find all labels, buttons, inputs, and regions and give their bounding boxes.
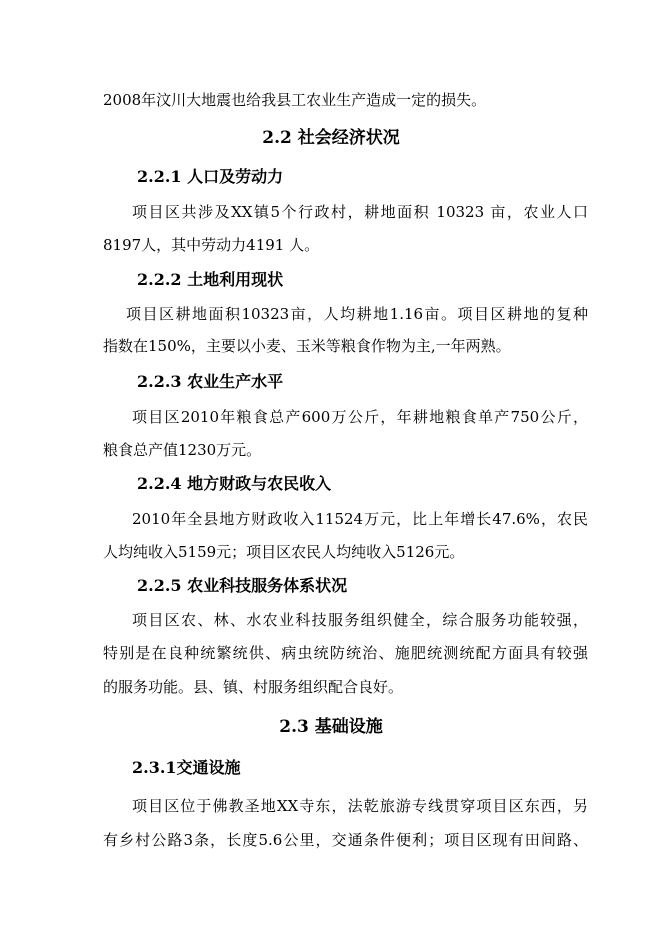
para-2-2-1-line-2: 8197人，其中劳动力4191 人。 bbox=[103, 236, 320, 254]
intro-line-1: 2008年汶川大地震也给我县工农业生产造成一定的损失。 bbox=[103, 91, 487, 109]
subsection-heading-2-2-5: 2.2.5 农业科技服务体系状况 bbox=[137, 576, 348, 595]
para-2-2-5-line-1: 项目区农、林、水农业科技服务组织健全，综合服务功能较强， bbox=[132, 611, 588, 629]
subsection-heading-2-2-1: 2.2.1 人口及劳动力 bbox=[137, 167, 284, 186]
para-2-2-5-line-2: 特别是在良种统繁统供、病虫统防统治、施肥统测统配方面具有较强 bbox=[103, 644, 588, 662]
para-2-2-4-line-2: 人均纯收入5159元；项目区农民人均纯收入5126元。 bbox=[103, 543, 465, 561]
para-2-2-2-line-2: 指数在150%，主要以小麦、玉米等粮食作物为主,一年两熟。 bbox=[103, 337, 511, 355]
para-2-3-1-line-1: 项目区位于佛教圣地XX寺东，法乾旅游专线贯穿项目区东西，另 bbox=[132, 797, 588, 815]
section-heading-2-2: 2.2 社会经济状况 bbox=[262, 128, 400, 148]
subsection-heading-2-2-4: 2.2.4 地方财政与农民收入 bbox=[137, 474, 332, 493]
para-2-2-2-line-1: 项目区耕地面积10323亩，人均耕地1.16亩。项目区耕地的复种 bbox=[126, 305, 588, 323]
section-heading-2-3: 2.3 基础设施 bbox=[279, 717, 383, 737]
para-2-2-1-line-1: 项目区共涉及XX镇5个行政村，耕地面积 10323 亩，农业人口 bbox=[132, 203, 588, 221]
para-2-2-4-line-1: 2010年全县地方财政收入11524万元，比上年增长47.6%，农民 bbox=[132, 510, 588, 528]
subsection-heading-2-2-2: 2.2.2 土地利用现状 bbox=[137, 270, 284, 289]
para-2-2-3-line-1: 项目区2010年粮食总产600万公斤，年耕地粮食单产750公斤， bbox=[132, 408, 588, 426]
subsection-heading-2-2-3: 2.2.3 农业生产水平 bbox=[137, 372, 284, 391]
subsection-heading-2-3-1: 2.3.1交通设施 bbox=[132, 758, 241, 777]
para-2-2-3-line-2: 粮食总产值1230万元。 bbox=[103, 441, 262, 459]
para-2-2-5-line-3: 的服务功能。县、镇、村服务组织配合良好。 bbox=[103, 678, 404, 696]
para-2-3-1-line-2: 有乡村公路3条，长度5.6公里，交通条件便利；项目区现有田间路、 bbox=[103, 831, 588, 849]
